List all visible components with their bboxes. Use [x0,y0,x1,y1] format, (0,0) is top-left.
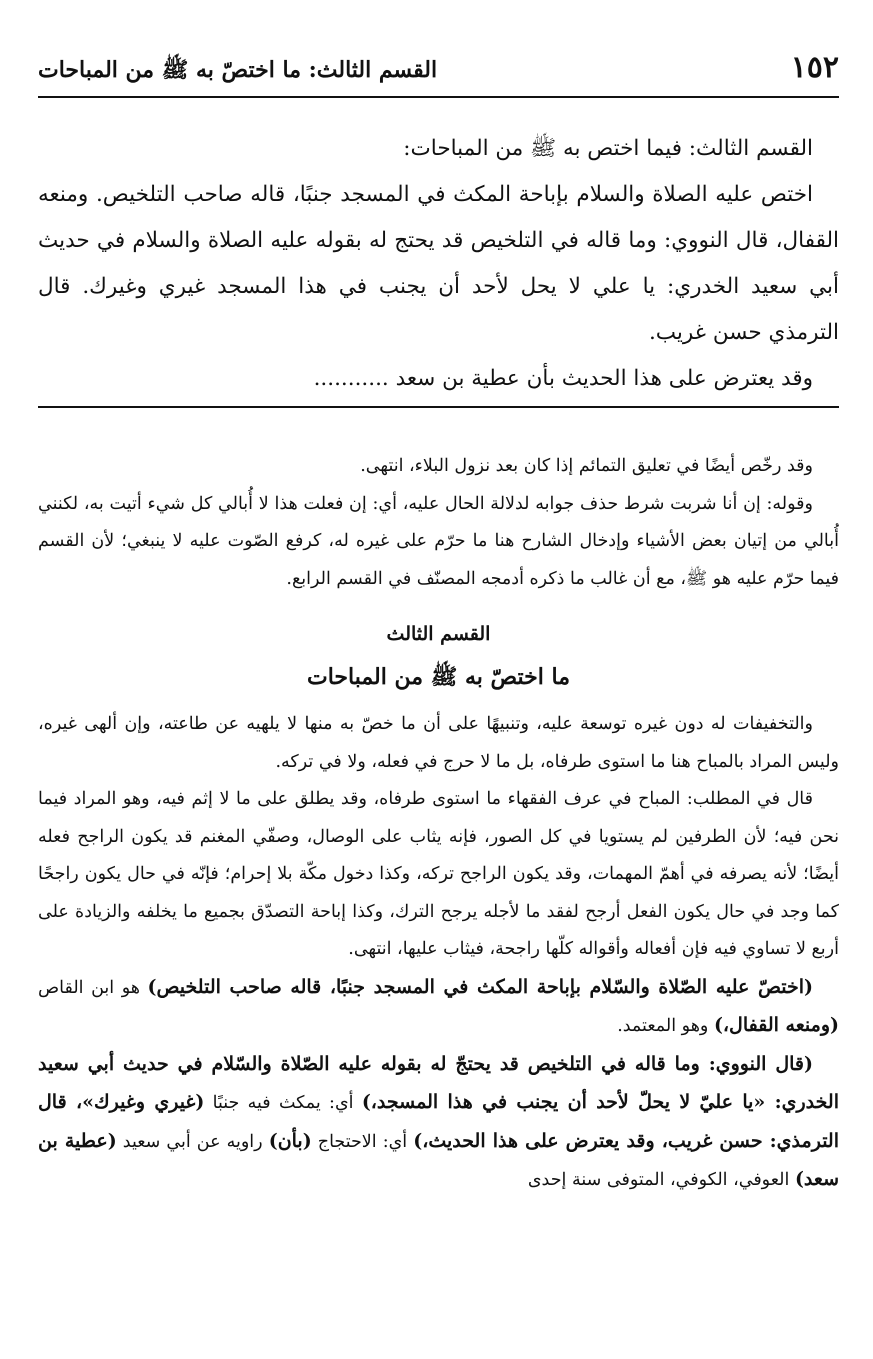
matn-last-line-text: وقد يعترض على هذا الحديث بأن عطية بن سعد [395,366,813,391]
matn-last-line [38,356,839,402]
commentary-paragraph-4: قال في المطلب: المباح في عرف الفقهاء ما استوى طرفاه، وقد يطلق على ما لا إثم فيه، وهو المراد فيما نحن فيه؛ لأن الطرفين لم يستويا في كل الصور، فإنه يثاب على الوصال، وصفّي المغنم قد يكون الراجح فعله أيضًا؛ لأنه يصرفه في أهمّ المهمات، وقد يكون الراجح تركه، وكذا دخول مكّة بلا إحرام؛ فإنّه في حال يكون راجحًا كما وجد في حال يكون الفعل أرجح لفقد ما لأجله يرجح الترك، وكذا إباحة التصدّق بجميع ما يخلفه والزيادة على أربع لا تساوي فيه فإن أفعاله وأقواله كلّها راجحة، فيثاب عليها، انتهى. [38,789,839,959]
commentary-note: هو ابن القاص [38,977,148,998]
section-heading: القسم الثالث [386,623,491,645]
running-title: القسم الثالث: ما اختصّ به ﷺ من المباحات [38,57,438,83]
commentary-note: راويه عن أبي سعيد [116,1131,269,1152]
commentary-paragraph-1: وقد رخّص أيضًا في تعليق التمائم إذا كان بعد نزول البلاء، انتهى. [360,456,813,476]
commentary-paragraph-6 [38,1046,839,1200]
commentary-note: العوفي، الكوفي، المتوفى سنة إحدى [527,1170,795,1190]
matn-title: القسم الثالث: فيما اختص به ﷺ من المباحات: [403,136,813,161]
commentary-note: وهو المعتمد. [617,1016,714,1036]
page-header [38,0,839,92]
quoted-matn: (قال النووي: وما قاله في التلخيص قد يحتجّ له بقوله عليه الصّلاة والسّلام في حديث أبي سعيد الخدري: «يا عليّ لا يحلّ لأحد أن يجنب في هذا المسجد،) [38,1052,839,1113]
continuation-dots: ........... [313,366,389,391]
quoted-matn: (بأن) [268,1129,312,1152]
commentary-text [38,448,839,1200]
section-subheading: ما اختصّ به ﷺ من المباحات [306,664,570,690]
quoted-matn: (اختصّ عليه الصّلاة والسّلام بإباحة المكث في المسجد جنبًا، قاله صاحب التلخيص) [147,975,813,998]
quoted-matn: (غيري وغيرك»، قال الترمذي: حسن غريب، وقد يعترض على هذا الحديث،) [38,1091,839,1152]
commentary-paragraph-2: وقوله: إن أنا شربت شرط حذف جوابه لدلالة الحال عليه، أي: إن فعلت هذا لا أُبالي كل شيء أتيت به، لكنني أُبالي من إتيان بعض الأشياء وإدخال الشارح هنا ما حرّم على غيره له، كرفع الصّوت عليه لا ينبغي؛ لأن القسم فيما حرّم عليه هو ﷺ، مع أن غالب ما ذكره أدمجه المصنّف في القسم الرابع. [38,493,839,589]
matn-paragraph: اختص عليه الصلاة والسلام بإباحة المكث في المسجد جنبًا، قاله صاحب التلخيص. ومنعه القفال، قال النووي: وما قاله في التلخيص قد يحتج له بقوله عليه الصلاة والسلام في حديث أبي سعيد الخدري: يا علي لا يحل لأحد أن يجنب في هذا المسجد غيري وغيرك. قال الترمذي حسن غريب. [38,182,839,345]
header-rule [38,96,839,98]
commentary-paragraph-5 [38,969,839,1046]
commentary-note: أي: يمكث فيه جنبًا [204,1093,362,1113]
page-number: ١٥٢ [790,50,839,85]
matn-text [38,126,839,402]
commentary-paragraph-3: والتخفيفات له دون غيره توسعة عليه، وتنبيهًا على أن ما خصّ به منها لا يلهيه عن طاعته، وإن ألهى غيره، وليس المراد بالمباح هنا ما استوى طرفاه، بل ما لا حرج في فعله، ولا في تركه. [38,714,839,772]
commentary-note: أي: الاحتجاج [311,1131,414,1152]
section-divider [38,406,839,408]
quoted-matn: (ومنعه القفال،) [713,1014,839,1036]
quoted-matn: (عطية بن سعد) [38,1129,839,1190]
